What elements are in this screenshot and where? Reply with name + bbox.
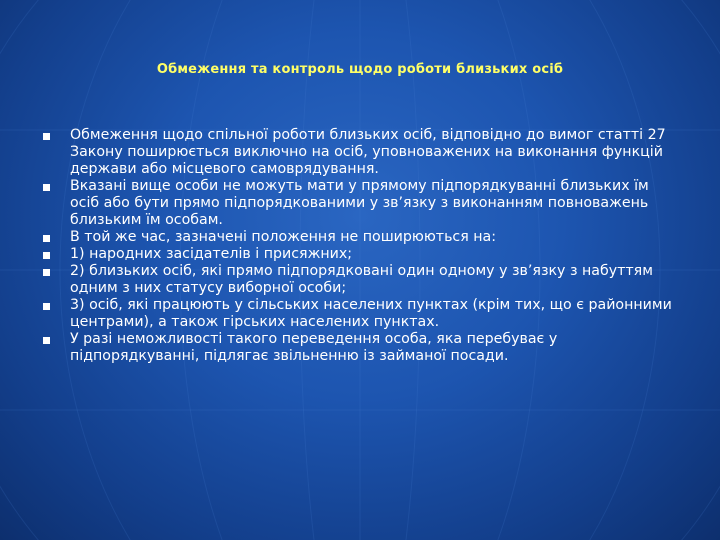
square-bullet-icon xyxy=(43,133,50,140)
bullet-text: Вказані вище особи не можуть мати у прямому підпорядкуванні близьких їм осіб або бути прямо підпорядкованими у зв’язку з виконанням повноважень близьким їм особам. xyxy=(70,178,649,228)
bullet-item xyxy=(40,127,680,178)
slide-title: Обмеження та контроль щодо роботи близьких осіб xyxy=(156,62,564,77)
bullet-item xyxy=(40,229,680,246)
square-bullet-icon xyxy=(43,337,50,344)
bullet-text: 2) близьких осіб, які прямо підпорядковані один одному у зв’язку з набуттям одним з них статусу виборної особи; xyxy=(70,263,653,296)
square-bullet-icon xyxy=(43,184,50,191)
bullet-text: Обмеження щодо спільної роботи близьких осіб, відповідно до вимог статті 27 Закону поширюється виключно на осіб, уповноважених на виконання функцій держави або місцевого самоврядування. xyxy=(70,127,666,177)
bullet-list xyxy=(40,127,680,365)
bullet-text: 1) народних засідателів і присяжних; xyxy=(70,246,353,262)
square-bullet-icon xyxy=(43,252,50,259)
bullet-item xyxy=(40,246,680,263)
bullet-text: В той же час, зазначені положення не поширюються на: xyxy=(70,229,497,245)
bullet-item xyxy=(40,297,680,331)
bullet-item xyxy=(40,178,680,229)
bullet-item xyxy=(40,263,680,297)
square-bullet-icon xyxy=(43,269,50,276)
square-bullet-icon xyxy=(43,235,50,242)
bullet-text: 3) осіб, які працюють у сільських населених пунктах (крім тих, що є районними центрами), а також гірських населених пунктах. xyxy=(70,297,672,330)
bullet-item xyxy=(40,331,680,365)
square-bullet-icon xyxy=(43,303,50,310)
bullet-text: У разі неможливості такого переведення особа, яка перебуває у підпорядкуванні, підлягає звільненню із займаної посади. xyxy=(70,331,558,364)
